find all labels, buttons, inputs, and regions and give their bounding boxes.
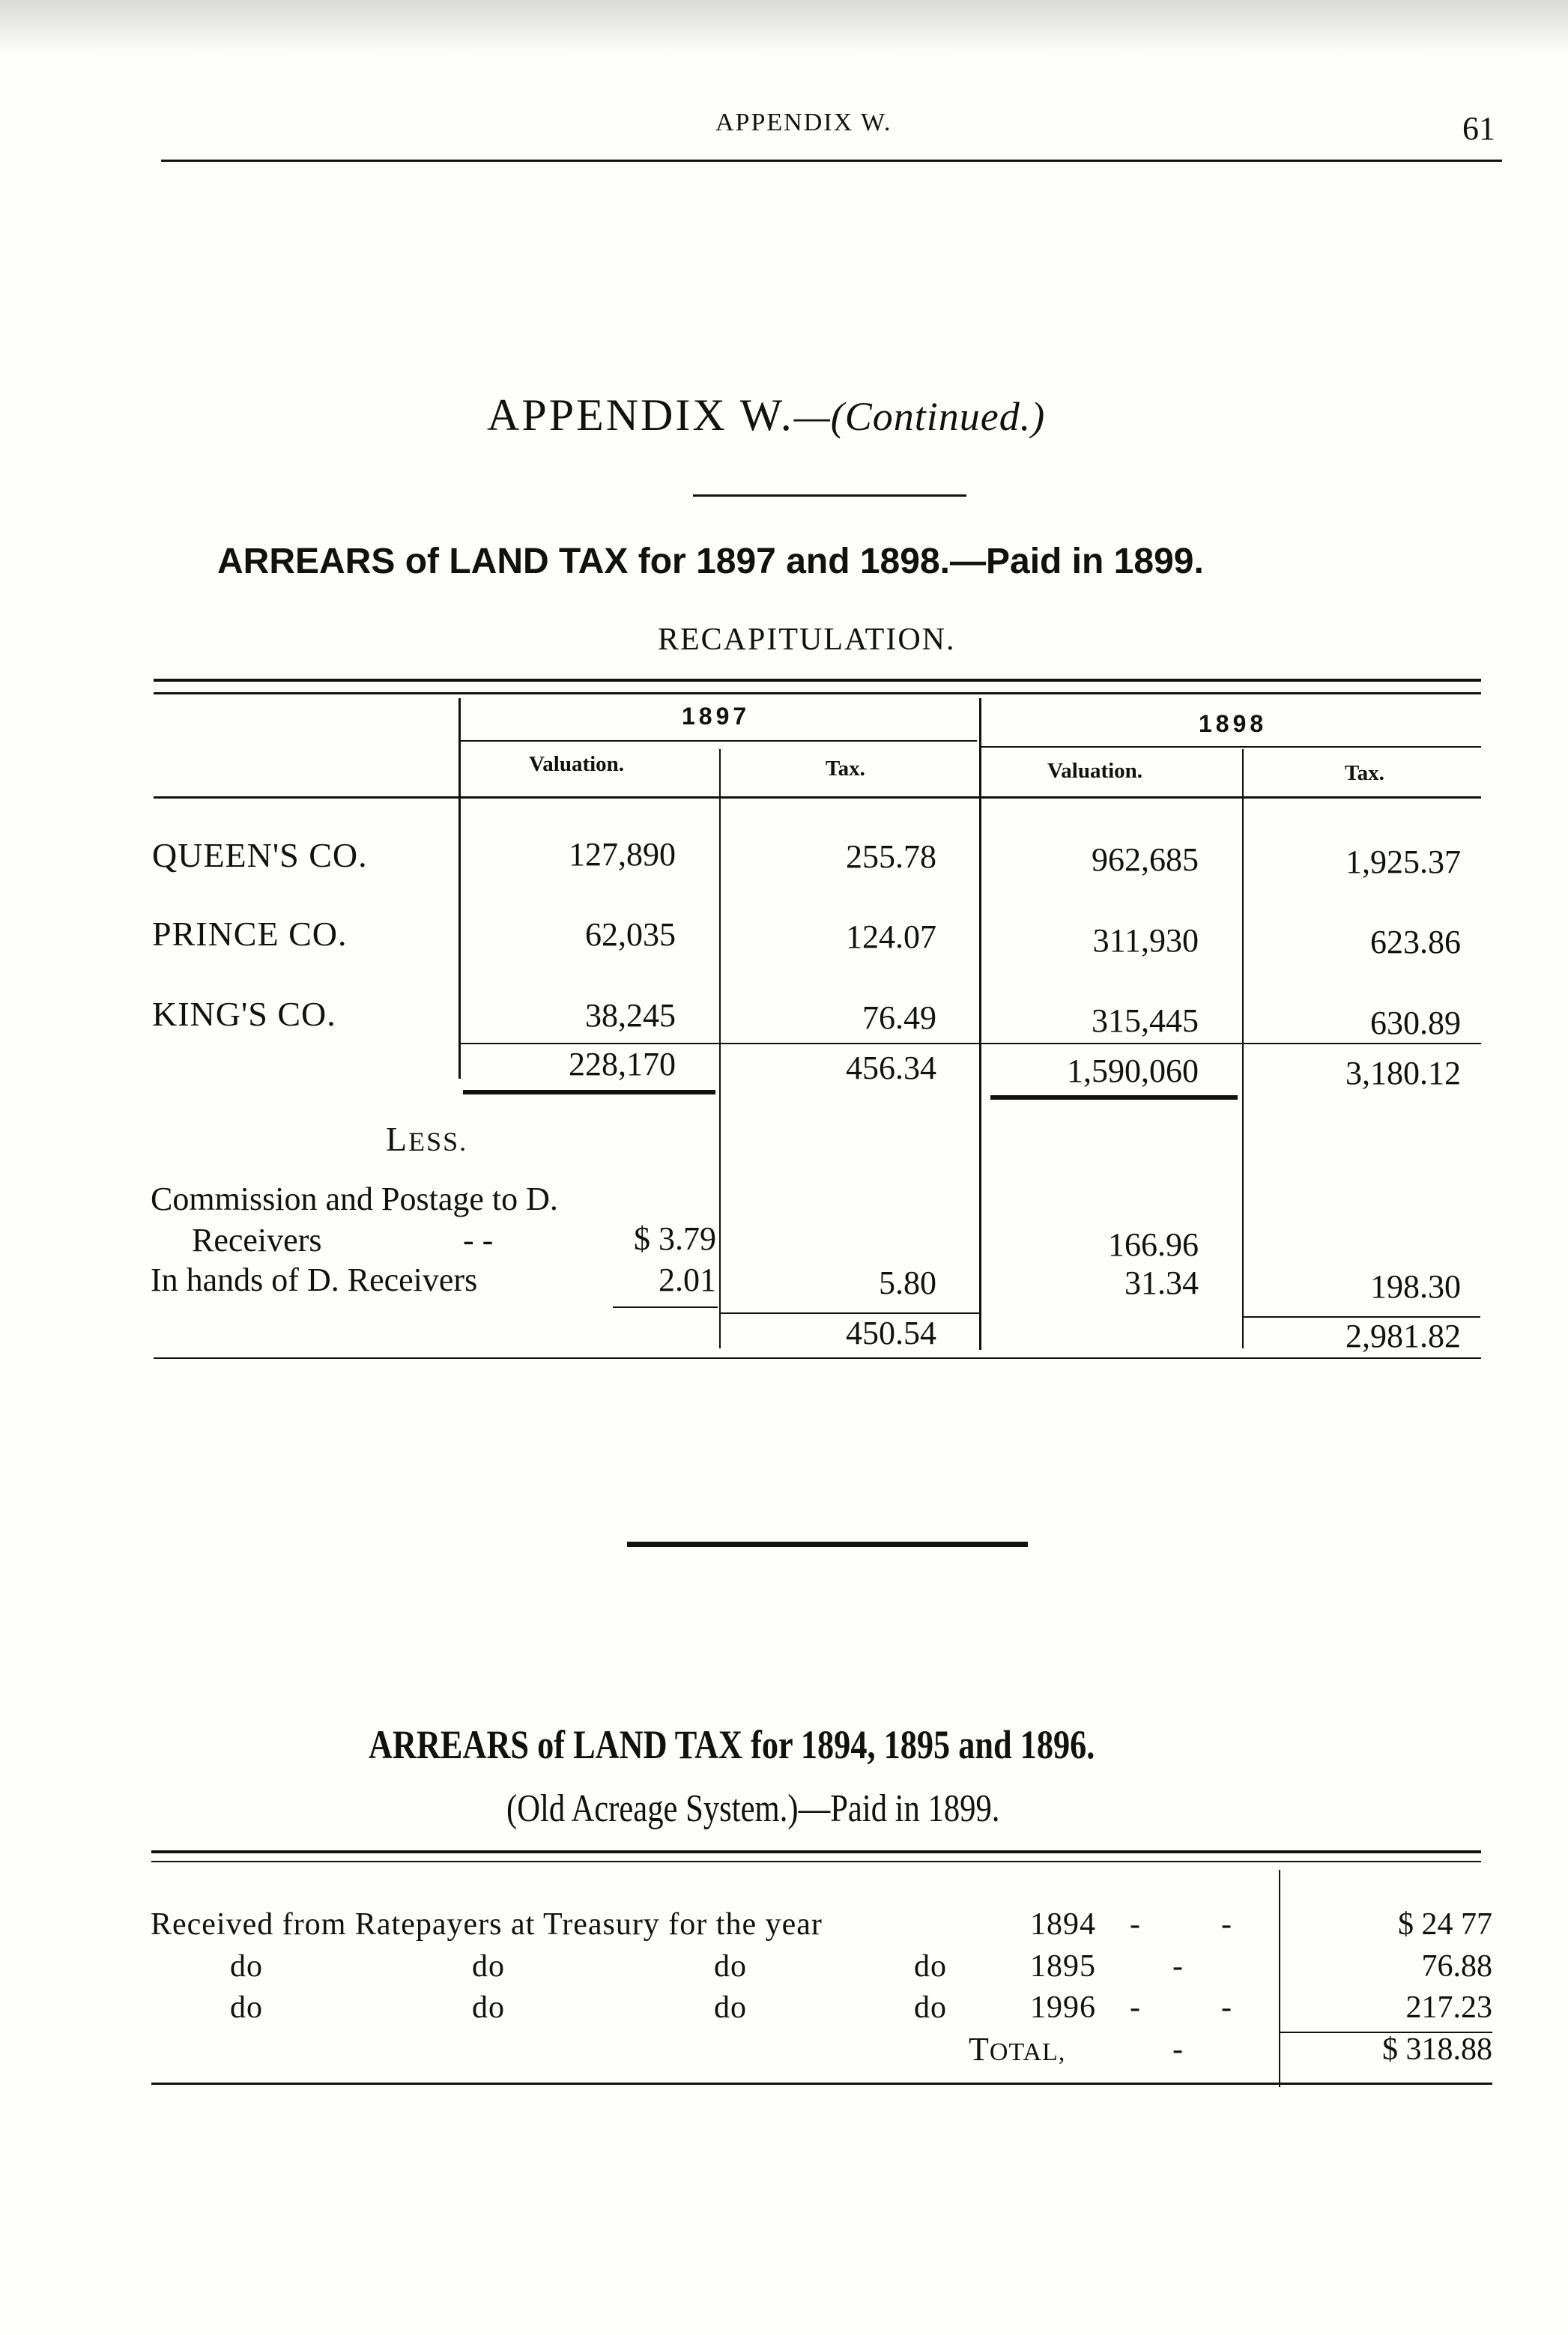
val97-total: 228,170 xyxy=(569,1046,676,1082)
scan-edge xyxy=(0,0,1568,52)
receipts-top-rule-2 xyxy=(151,1861,1481,1862)
title-main: APPENDIX W. xyxy=(487,390,794,440)
tax98-kings: 630.89 xyxy=(1370,1005,1461,1041)
val97-prince: 62,035 xyxy=(585,916,676,953)
val97-double-rule xyxy=(463,1090,715,1094)
running-title: APPENDIX W. xyxy=(715,109,892,136)
header-rule xyxy=(161,160,1502,162)
receipt-row-3-year: 1996 xyxy=(1030,1990,1096,2025)
tax97-prince: 124.07 xyxy=(846,918,936,955)
receipt-row-1-amount: $ 24 77 xyxy=(1398,1907,1492,1942)
section1-subheading: RECAPITULATION. xyxy=(658,623,956,657)
val97-kings: 38,245 xyxy=(585,997,676,1034)
col-tax-1897: Tax. xyxy=(826,757,865,781)
receipt-row-3-dash1: - xyxy=(1130,1990,1141,2025)
receipt-row-2-do1: do xyxy=(230,1949,263,1984)
val98-in-hands: 31.34 xyxy=(1124,1265,1199,1301)
tax97-total: 456.34 xyxy=(846,1050,936,1086)
receipt-row-3-do3: do xyxy=(714,1990,747,2025)
receipt-row-3-dash2: - xyxy=(1221,1990,1232,2025)
col-valuation-1898: Valuation. xyxy=(1047,759,1143,783)
year-1898-header: 1898 xyxy=(1199,710,1268,737)
val97-queens: 127,890 xyxy=(569,836,676,873)
col-tax-1898: Tax. xyxy=(1345,761,1384,785)
less-subtotal-rule xyxy=(613,1306,718,1308)
vrule-2 xyxy=(719,749,721,1348)
title-continued: —(Continued.) xyxy=(793,394,1046,439)
less-label xyxy=(386,1119,467,1159)
val98-commission: 166.96 xyxy=(1108,1226,1199,1263)
vrule-4 xyxy=(1242,749,1244,1348)
year-1897-header: 1897 xyxy=(682,703,751,730)
val98-kings: 315,445 xyxy=(1092,1002,1199,1039)
table-bottom-rule xyxy=(154,1357,1481,1359)
val98-total: 1,590,060 xyxy=(1067,1053,1199,1089)
tax98-deduction: 198.30 xyxy=(1370,1268,1461,1305)
tax98-prince: 623.86 xyxy=(1370,924,1461,960)
col-valuation-1897: Valuation. xyxy=(529,752,625,776)
receipt-row-3-do2: do xyxy=(472,1990,505,2025)
receipt-row-2-dash1: - xyxy=(1172,1949,1184,1984)
section2-heading: ARREARS of LAND TAX for 1894, 1895 and 1896. xyxy=(369,1722,1095,1767)
row-label-kings: KING'S CO. xyxy=(152,995,336,1033)
section-divider xyxy=(627,1542,1028,1547)
receipt-row-1-year: 1894 xyxy=(1030,1907,1096,1942)
receipt-row-3-amount: 217.23 xyxy=(1405,1990,1492,2025)
tax98-total: 3,180.12 xyxy=(1345,1055,1461,1091)
val98-queens: 962,685 xyxy=(1092,841,1199,878)
vrule-1 xyxy=(458,698,461,1079)
total-label-rest: OTAL, xyxy=(989,2038,1066,2066)
commission-dashes: - - xyxy=(463,1222,494,1259)
tax97-queens: 255.78 xyxy=(846,838,936,875)
less-label-rest: ESS. xyxy=(408,1127,468,1157)
page-title xyxy=(487,390,1045,441)
receipts-total-amount: $ 318.88 xyxy=(1382,2032,1492,2067)
row-label-prince: PRINCE CO. xyxy=(152,915,348,953)
receipts-bottom-rule xyxy=(151,2083,1492,2085)
receipt-row-1-dash1: - xyxy=(1130,1907,1141,1942)
section2-subheading: (Old Acreage System.)—Paid in 1899. xyxy=(506,1787,1000,1830)
receipt-row-2-year: 1895 xyxy=(1030,1949,1096,1984)
tax97-deduction: 5.80 xyxy=(879,1265,936,1301)
commission-amount: $ 3.79 xyxy=(634,1220,716,1257)
tax97-net: 450.54 xyxy=(846,1315,936,1351)
less-label-first: L xyxy=(386,1120,409,1158)
receipts-total-label xyxy=(969,2030,1065,2068)
tax98-net: 2,981.82 xyxy=(1345,1318,1461,1354)
val98-prince: 311,930 xyxy=(1092,922,1199,959)
page-number: 61 xyxy=(1462,110,1495,147)
row-label-queens: QUEEN'S CO. xyxy=(152,836,368,874)
total-label-first: T xyxy=(969,2031,990,2068)
val98-double-rule xyxy=(990,1095,1238,1100)
receipt-row-3-do4: do xyxy=(914,1990,947,2025)
receipt-row-2-amount: 76.88 xyxy=(1421,1949,1492,1984)
table-top-rule-1 xyxy=(154,679,1481,682)
receipts-vrule xyxy=(1279,1870,1280,2087)
header-bottom-rule xyxy=(154,796,1481,799)
receipts-top-rule-1 xyxy=(151,1850,1481,1853)
receipt-row-3-do1: do xyxy=(230,1990,263,2025)
receipt-row-2-do3: do xyxy=(714,1949,747,1984)
in-hands-amount: 2.01 xyxy=(659,1262,716,1298)
year1-underline xyxy=(460,740,977,742)
title-rule xyxy=(693,494,966,497)
receipts-total-dash: - xyxy=(1172,2032,1184,2067)
receipt-row-2-do4: do xyxy=(914,1949,947,1984)
receipt-row-1-text: Received from Ratepayers at Treasury for the year xyxy=(151,1907,823,1942)
in-hands-label: In hands of D. Receivers xyxy=(151,1262,478,1298)
table-top-rule-2 xyxy=(154,692,1481,694)
tax97-kings: 76.49 xyxy=(862,999,936,1036)
receipt-row-1-dash2: - xyxy=(1221,1907,1232,1942)
commission-line2: Receivers xyxy=(192,1222,322,1259)
subtotal-rule xyxy=(460,1043,1481,1044)
tax98-queens: 1,925.37 xyxy=(1345,844,1461,880)
year2-underline xyxy=(981,746,1481,748)
section1-heading: ARREARS of LAND TAX for 1897 and 1898.—Paid in 1899. xyxy=(217,542,1204,581)
receipt-row-2-do2: do xyxy=(472,1949,505,1984)
commission-line1: Commission and Postage to D. xyxy=(151,1181,558,1217)
